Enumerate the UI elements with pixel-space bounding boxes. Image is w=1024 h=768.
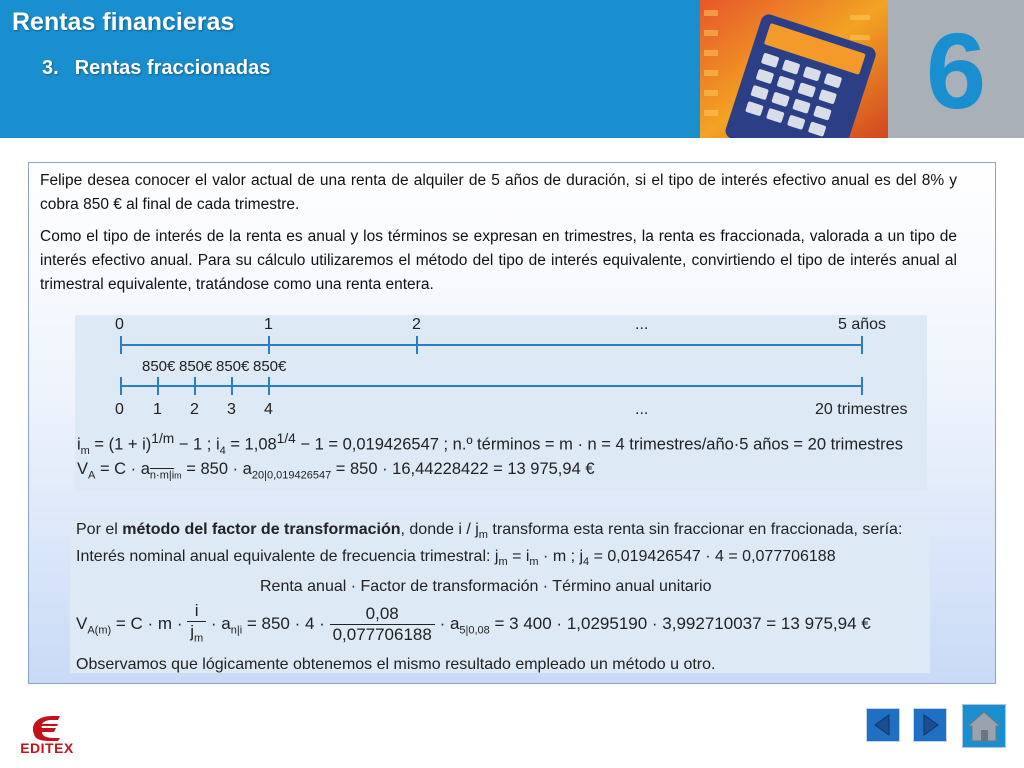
section-number: 3. <box>42 57 59 79</box>
transformation-method-box <box>70 517 930 673</box>
payment-label: 850€ <box>253 358 287 375</box>
problem-statement: Felipe desea conocer el valor actual de una renta de alquiler de 5 años de duración, si el tipo de interés efectivo anual es del 8% y cobra 850 € al final de cada trimestre. <box>40 172 957 213</box>
arrow-right-icon <box>914 709 946 741</box>
nominal-rate-formula: Interés nominal anual equivalente de frecuencia trimestral: $j_m = i_m \cdot m$ ; $j_4 = 0,019426547 \cdot 4 = 0,077706188$ <box>76 548 836 569</box>
arrow-left-icon <box>867 709 899 741</box>
year-label-1: 1 <box>264 316 273 333</box>
home-button[interactable] <box>962 704 1006 748</box>
editex-logo-icon <box>12 712 82 742</box>
year-label-0: 0 <box>115 316 124 333</box>
quarter-label-ellipsis: ... <box>635 401 649 418</box>
transformation-factor-fraction: $\frac{0,08}{0,077706188}$ <box>330 604 435 645</box>
transformed-value-formula: $V_{A(m)} = C \cdot m$ · $\frac{i}{j_m}$ · $a_{n|i} = 850 \cdot 4$ · $\frac{0,08}{0,077706188}$ · $a_{5|0,08} = 3$ 400 · 1,0295190 · 3,992710037 = 13 975,94 € <box>76 601 871 648</box>
next-button[interactable] <box>913 708 947 742</box>
present-value-formula: $V_A = C \cdot a_{n\cdot m|im} = 850 \cdot a_{20|0,019426547} = 850 \cdot 16,44228422 = 13$ 975,94 € <box>77 460 595 482</box>
payment-label: 850€ <box>179 358 213 375</box>
page-title: Rentas financieras <box>12 8 235 36</box>
payment-label: 850€ <box>142 358 176 375</box>
method-intro: Por el método del factor de transformación, donde i / $j_m$ transforma esta renta sin fraccionar en fraccionada, sería: <box>76 521 903 542</box>
home-icon <box>963 705 1005 747</box>
year-label-ellipsis: ... <box>635 316 649 333</box>
method-description: Renta anual · Factor de transformación · Término anual unitario <box>260 578 712 595</box>
conclusion-text: Observamos que lógicamente obtenemos el mismo resultado empleado un método u otro. <box>76 656 716 673</box>
section-label: Rentas fraccionadas <box>74 57 271 79</box>
section-title <box>42 57 270 80</box>
payment-label: 850€ <box>216 358 250 375</box>
rate-fraction: $\frac{i}{j_m}$ <box>187 601 206 648</box>
chapter-number: 6 <box>925 10 987 131</box>
timeline-box <box>75 315 927 491</box>
quarter-label-0: 0 <box>115 401 124 418</box>
quarter-label-3: 3 <box>227 401 236 418</box>
quarter-label-2: 2 <box>190 401 199 418</box>
calculator-image <box>700 0 890 138</box>
year-label-5: 5 años <box>838 316 887 333</box>
equivalent-rate-formula: $i_m = (1 + i)^{1/m} - 1$ ; $i_4 = 1,08^{1/4} - 1 = 0,019426547$ ; n.º términos = m · n = 4 trimestres/año·5 años = 20 trimestres <box>77 431 904 457</box>
editex-logo <box>12 712 82 760</box>
quarter-label-1: 1 <box>153 401 162 418</box>
explanation-paragraph: Como el tipo de interés de la renta es anual y los términos se expresan en trimestres, la renta es fraccionada, valorada a un tipo de interés efectivo anual. Para su cálculo utilizaremos el método del tipo de interés equivalente, convirtiendo el tipo de interés anual al trimestral equivalente, tratándose como una renta entera. <box>40 228 957 293</box>
quarter-label-4: 4 <box>264 401 273 418</box>
logo-text: EDITEX <box>20 740 74 756</box>
chapter-badge <box>888 0 1024 138</box>
quarter-label-20: 20 trimestres <box>815 401 908 418</box>
year-label-2: 2 <box>412 316 421 333</box>
header-banner <box>0 0 1024 138</box>
previous-button[interactable] <box>866 708 900 742</box>
